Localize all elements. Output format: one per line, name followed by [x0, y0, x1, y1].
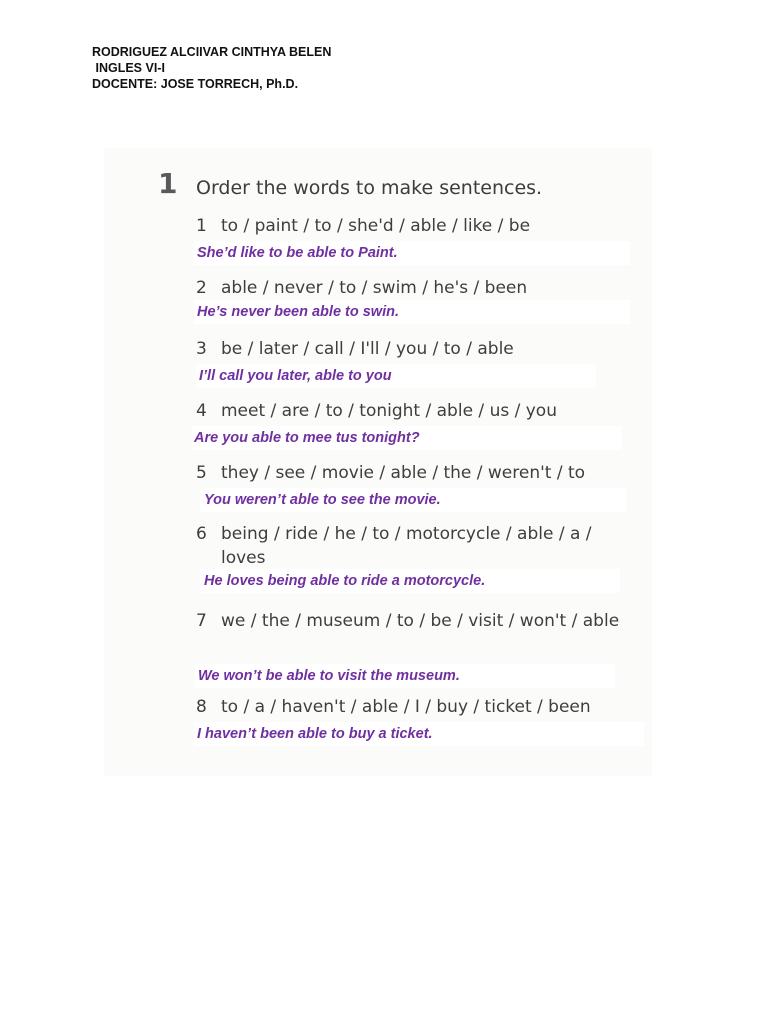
item-answer: He’s never been able to swin. — [197, 304, 400, 320]
exercise-item — [196, 522, 641, 570]
item-words: able / never / to / swim / he's / been — [221, 278, 528, 298]
item-prompt — [196, 695, 591, 719]
exercise-item — [196, 214, 530, 238]
course-name: INGLES VI-I — [92, 61, 165, 75]
student-header — [92, 44, 331, 92]
item-prompt — [196, 522, 641, 570]
item-answer: He loves being able to ride a motorcycle. — [204, 573, 486, 589]
teacher-name: DOCENTE: JOSE TORRECH, Ph.D. — [92, 77, 299, 91]
item-answer: I’ll call you later, able to you — [199, 368, 392, 384]
item-words: they / see / movie / able / the / weren't / to — [221, 463, 586, 483]
item-number: 3 — [196, 339, 207, 359]
item-prompt — [196, 461, 585, 485]
item-prompt — [196, 214, 530, 238]
item-answer: Are you able to mee tus tonight? — [194, 430, 420, 446]
item-number: 1 — [196, 216, 207, 236]
item-words: be / later / call / I'll / you / to / able — [221, 339, 514, 359]
exercise-item — [196, 399, 557, 423]
item-answer: I haven’t been able to buy a ticket. — [197, 726, 433, 742]
item-prompt — [196, 337, 514, 361]
exercise-item — [196, 337, 514, 361]
item-words: being / ride / he / to / motorcycle / able / a / loves — [221, 524, 592, 568]
exercise-item — [196, 276, 527, 300]
item-number: 7 — [196, 611, 207, 631]
item-number: 5 — [196, 463, 207, 483]
item-answer: She’d like to be able to Paint. — [197, 245, 398, 261]
item-number: 6 — [196, 524, 207, 544]
item-number: 2 — [196, 278, 207, 298]
exercise-number: 1 — [158, 167, 178, 200]
exercise-title: Order the words to make sentences. — [196, 177, 543, 199]
item-prompt — [196, 609, 626, 633]
exercise-item — [196, 461, 585, 485]
item-answer: You weren’t able to see the movie. — [204, 492, 441, 508]
student-name: RODRIGUEZ ALCIIVAR CINTHYA BELEN — [92, 45, 332, 59]
item-prompt — [196, 276, 527, 300]
item-words: to / a / haven't / able / I / buy / ticket / been — [221, 697, 591, 717]
item-words: we / the / museum / to / be / visit / won't / able — [221, 611, 620, 631]
item-words: meet / are / to / tonight / able / us / you — [221, 401, 557, 421]
item-number: 8 — [196, 697, 207, 717]
item-words: to / paint / to / she'd / able / like / be — [221, 216, 531, 236]
exercise-item — [196, 695, 591, 719]
item-answer: We won’t be able to visit the museum. — [198, 668, 460, 684]
exercise-item — [196, 609, 626, 633]
item-prompt — [196, 399, 557, 423]
item-number: 4 — [196, 401, 207, 421]
